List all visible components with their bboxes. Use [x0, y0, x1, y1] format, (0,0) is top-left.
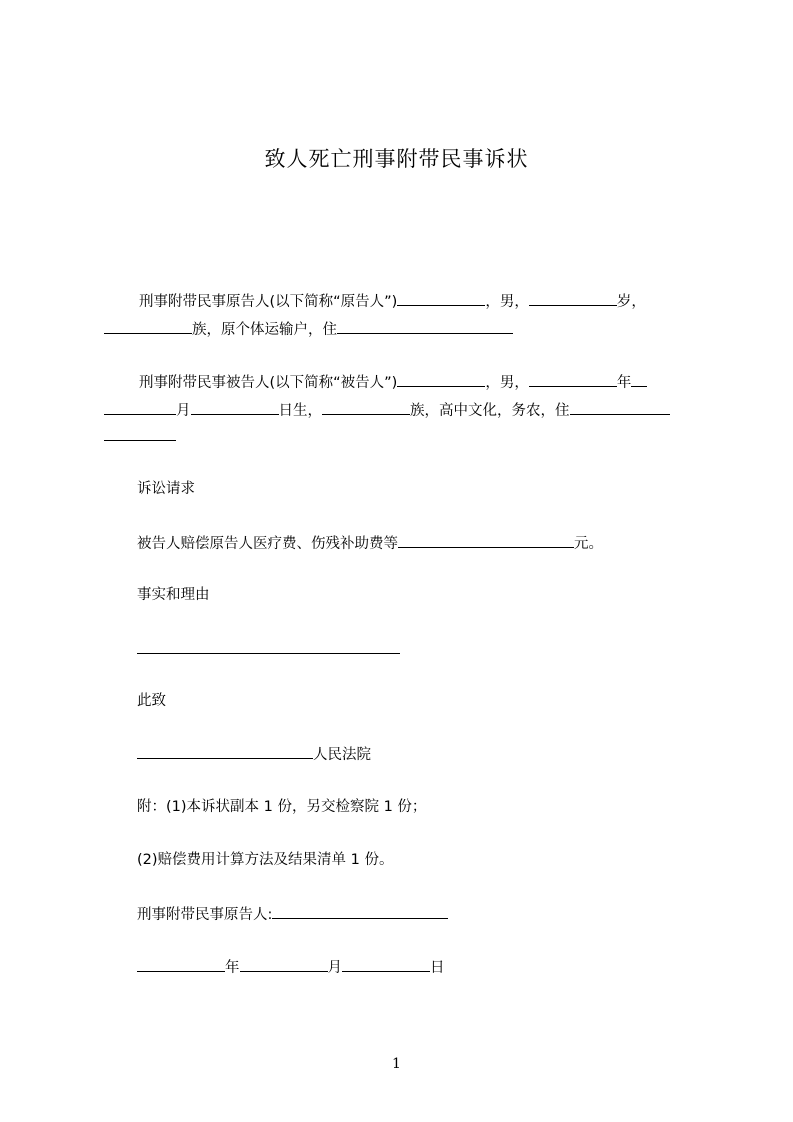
defendant-year-tail-blank [631, 371, 647, 387]
claims-amount-blank [398, 532, 574, 548]
defendant-day-blank [191, 399, 279, 415]
claims-text [137, 532, 603, 554]
plaintiff-sex: ，男， [485, 294, 529, 310]
defendant-line-2 [104, 399, 670, 421]
date-month: 月 [327, 960, 342, 976]
defendant-birth: 日生， [278, 403, 322, 419]
defendant-ethnicity-blank [322, 399, 410, 415]
facts-blank-line [137, 653, 400, 654]
plaintiff-ethnicity: 族，原个体运输户，住 [192, 322, 337, 338]
date-day: 日 [430, 960, 445, 976]
court-name-blank [137, 743, 313, 759]
claims-text-a: 被告人赔偿原告人医疗费、伤残补助费等 [137, 536, 398, 552]
signature-line [137, 903, 448, 925]
date-year: 年 [225, 960, 240, 976]
date-month-blank [240, 956, 328, 972]
attachment-2: (2)赔偿费用计算方法及结果清单 1 份。 [137, 852, 394, 868]
court-line [137, 743, 371, 765]
claims-heading: 诉讼请求 [137, 481, 195, 497]
defendant-year-blank [529, 371, 617, 387]
defendant-address-continuation-blank [104, 440, 176, 441]
plaintiff-line-1 [139, 290, 646, 312]
defendant-line-1 [139, 371, 647, 393]
signature-label: 刑事附带民事原告人: [137, 907, 273, 923]
document-title: 致人死亡刑事附带民事诉状 [264, 147, 529, 171]
claims-text-b: 元。 [574, 536, 603, 552]
plaintiff-age-unit: 岁， [616, 294, 646, 310]
attachment-1: 附：(1)本诉状副本 1 份，另交检察院 1 份； [137, 799, 427, 815]
defendant-address-blank [570, 399, 670, 415]
court-suffix: 人民法院 [313, 747, 371, 763]
salute: 此致 [137, 693, 166, 709]
facts-heading: 事实和理由 [137, 587, 210, 603]
signature-blank [272, 903, 448, 919]
page-number: 1 [392, 1056, 401, 1072]
defendant-year: 年 [616, 375, 632, 391]
defendant-ethnicity: 族，高中文化，务农，住 [410, 403, 570, 419]
date-line [137, 956, 445, 978]
defendant-month-blank [104, 399, 176, 415]
date-day-blank [342, 956, 430, 972]
plaintiff-ethnicity-blank [104, 318, 192, 334]
defendant-month: 月 [176, 403, 191, 419]
plaintiff-line-2 [104, 318, 513, 340]
defendant-name-blank [397, 371, 485, 387]
defendant-sex: ，男， [485, 375, 529, 391]
date-year-blank [137, 956, 225, 972]
plaintiff-name-blank [397, 290, 485, 306]
plaintiff-address-blank [337, 318, 513, 334]
plaintiff-label: 刑事附带民事原告人(以下简称“原告人”) [139, 294, 398, 310]
defendant-label: 刑事附带民事被告人(以下简称“被告人”) [139, 375, 398, 391]
plaintiff-age-blank [529, 290, 617, 306]
